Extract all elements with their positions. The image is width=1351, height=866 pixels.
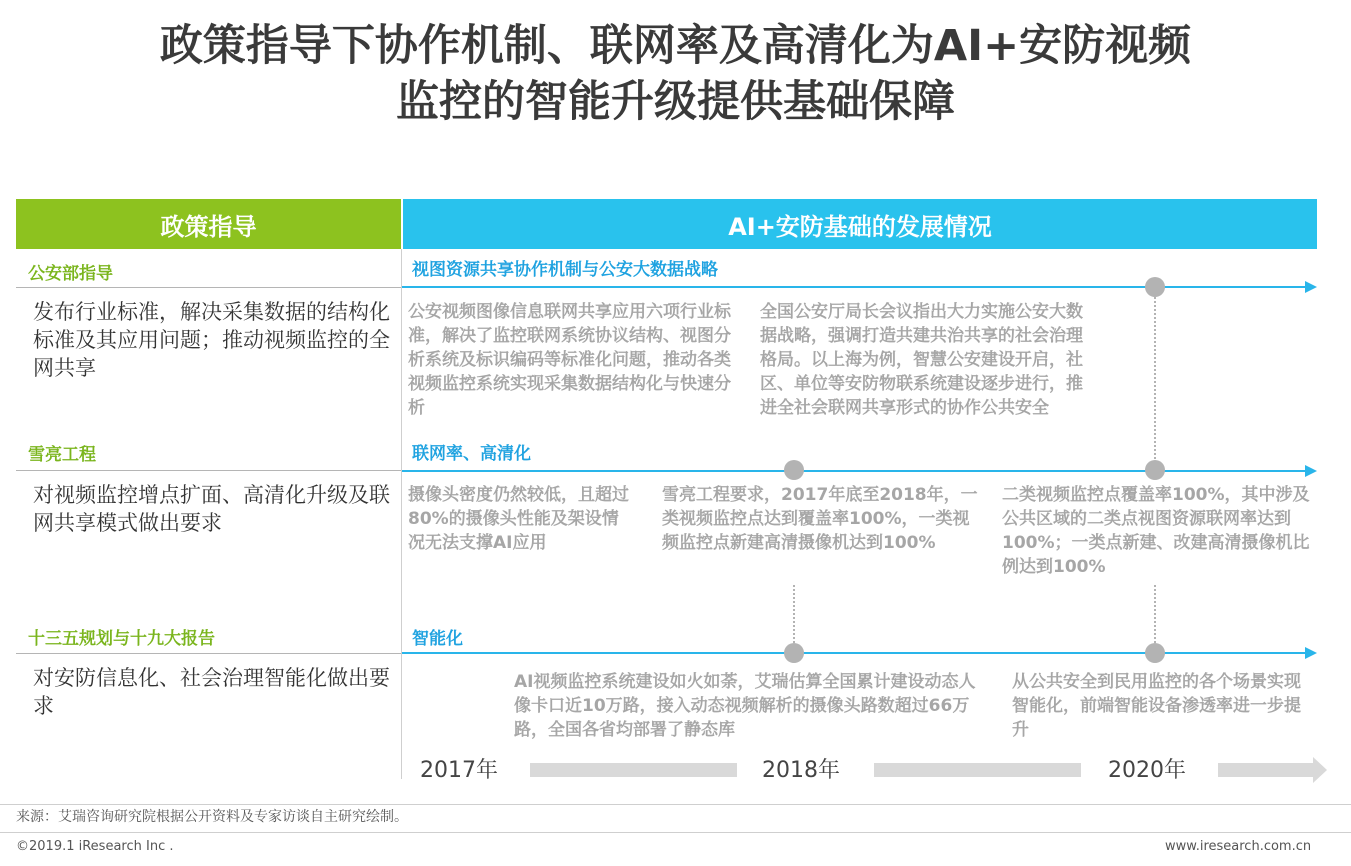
milestone-connector — [793, 585, 795, 647]
policy-desc-ministry: 发布行业标准，解决采集数据的结构化标准及其应用问题；推动视频监控的全网共享 — [33, 300, 390, 380]
timeline-axis-3 — [402, 652, 1306, 654]
track2-item-2018: 雪亮工程要求，2017年底至2018年，一类视频监控点达到覆盖率100%，一类视频监控点新建高清摄像机达到100% — [662, 485, 978, 553]
year-arrow-head — [1313, 757, 1327, 783]
track2-item-2017: 摄像头密度仍然较低，且超过80%的摄像头性能及架设情况无法支撑AI应用 — [408, 485, 629, 553]
milestone-connector — [1154, 585, 1156, 647]
column-divider — [401, 249, 402, 779]
year-label-2020: 2020年 — [1108, 758, 1186, 783]
footer-divider-2 — [0, 832, 1351, 833]
track1-item-2018: 全国公安厅局长会议指出大力实施公安大数据战略，强调打造共建共治共享的社会治理格局。以上海为例，智慧公安建设开启，社区、单位等安防物联系统建设逐步进行，推进全社会联网共享形式的协作公共安全 — [760, 302, 1083, 418]
milestone-dot — [784, 460, 804, 480]
track1-item-2017: 公安视频图像信息联网共享应用六项行业标准，解决了监控联网系统协议结构、视图分析系统及标识编码等标准化问题，推动各类视频监控系统实现采集数据结构化与快速分析 — [408, 302, 731, 418]
policy-header: 政策指导 — [16, 199, 401, 249]
track3-item-2018: AI视频监控系统建设如火如荼，艾瑞估算全国累计建设动态人像卡口近10万路，接入动态视频解析的摄像头路数超过66万路，全国各省均部署了静态库 — [514, 672, 976, 740]
copyright: ©2019.1 iResearch Inc . — [16, 839, 174, 854]
timeline-axis-1 — [402, 286, 1306, 288]
track-label-network: 联网率、高清化 — [412, 444, 531, 464]
track-label-intelligence: 智能化 — [412, 629, 463, 649]
policy-label-plan: 十三五规划与十九大报告 — [28, 629, 215, 649]
year-label-2017: 2017年 — [420, 758, 498, 783]
page-title — [0, 18, 1351, 130]
policy-label-xueliang: 雪亮工程 — [28, 445, 96, 465]
milestone-dot — [784, 643, 804, 663]
timeline-axis-2 — [402, 470, 1306, 472]
policy-divider-3 — [16, 653, 401, 654]
milestone-dot — [1145, 460, 1165, 480]
policy-label-ministry: 公安部指导 — [28, 264, 113, 284]
page-title-line2: 监控的智能升级提供基础保障 — [396, 77, 955, 127]
timeline-arrow-2 — [1305, 465, 1317, 477]
year-bar-2 — [874, 763, 1081, 777]
milestone-connector — [1154, 297, 1156, 463]
track2-item-2020: 二类视频监控点覆盖率100%，其中涉及公共区域的二类点视图资源联网率达到100%；一类点新建、改建高清摄像机比例达到100% — [1002, 485, 1310, 577]
year-bar-3 — [1218, 763, 1314, 777]
milestone-dot — [1145, 277, 1165, 297]
timeline-arrow-3 — [1305, 647, 1317, 659]
website-link[interactable]: www.iresearch.com.cn — [1165, 839, 1312, 854]
policy-desc-xueliang: 对视频监控增点扩面、高清化升级及联网共享模式做出要求 — [33, 483, 390, 535]
milestone-dot — [1145, 643, 1165, 663]
year-bar-1 — [530, 763, 737, 777]
track3-item-2020: 从公共安全到民用监控的各个场景实现智能化，前端智能设备渗透率进一步提升 — [1012, 672, 1301, 740]
track-label-sharing: 视图资源共享协作机制与公安大数据战略 — [412, 260, 718, 280]
policy-desc-plan: 对安防信息化、社会治理智能化做出要求 — [33, 666, 390, 718]
timeline-arrow-1 — [1305, 281, 1317, 293]
year-label-2018: 2018年 — [762, 758, 840, 783]
policy-divider-2 — [16, 470, 401, 471]
policy-divider-1 — [16, 287, 401, 288]
page-title-line1: 政策指导下协作机制、联网率及高清化为AI+安防视频 — [159, 21, 1192, 71]
footer-divider — [0, 804, 1351, 805]
development-header: AI+安防基础的发展情况 — [403, 199, 1317, 249]
source-note: 来源：艾瑞咨询研究院根据公开资料及专家访谈自主研究绘制。 — [16, 809, 408, 825]
